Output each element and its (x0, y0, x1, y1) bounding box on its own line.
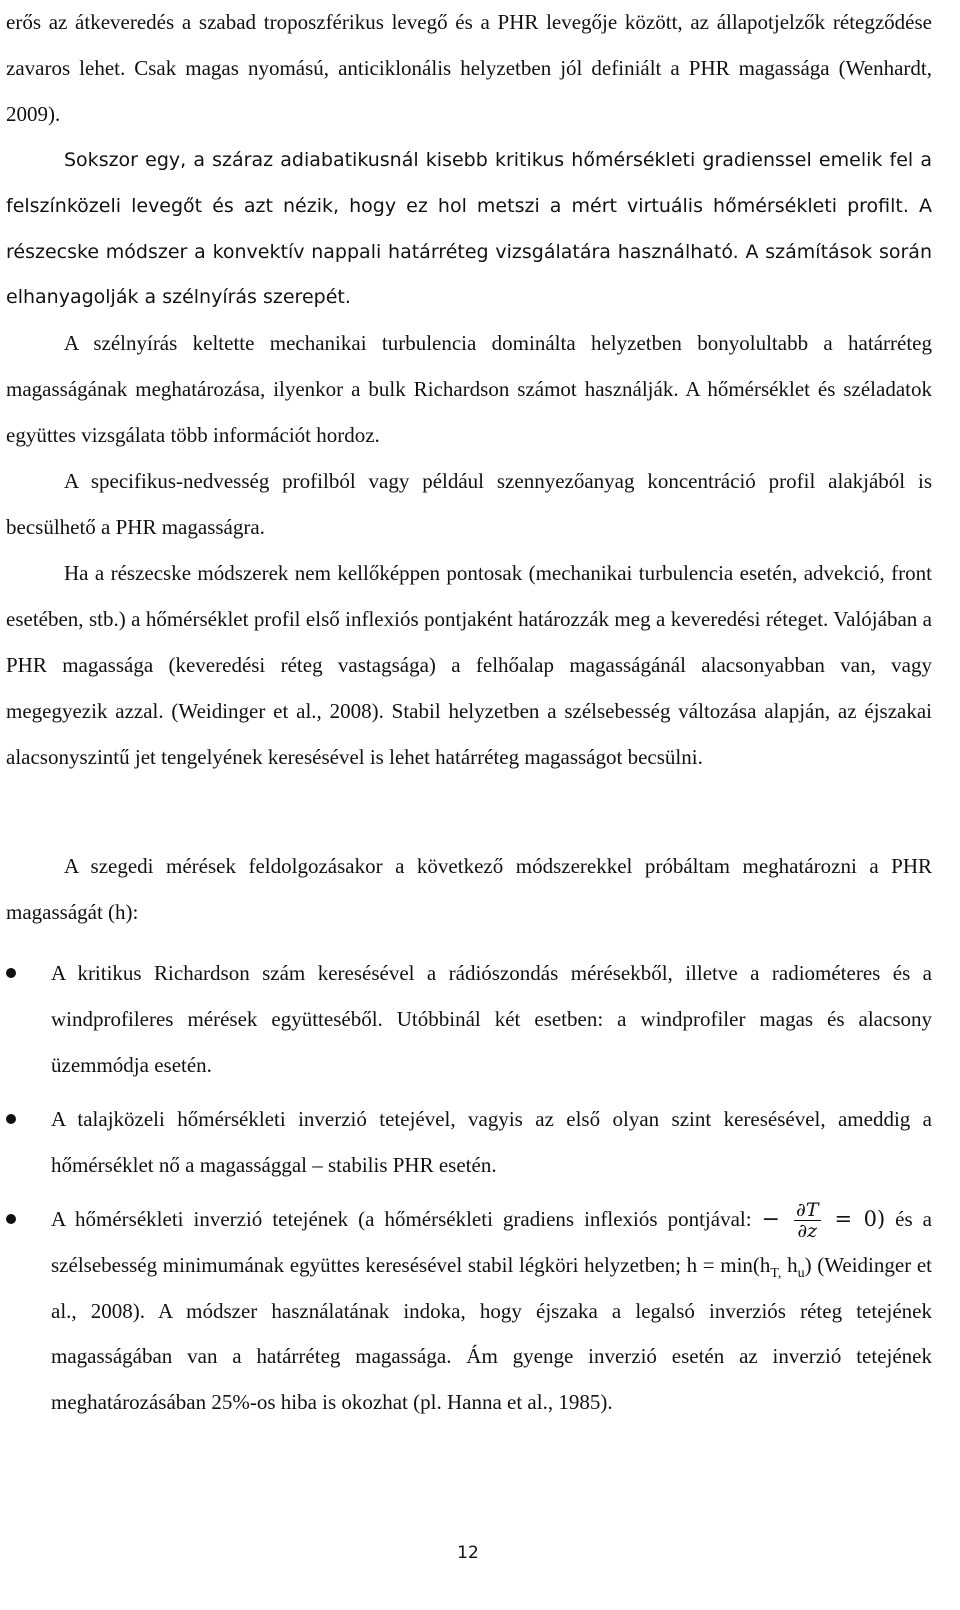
bullet-icon (6, 968, 16, 978)
fraction-denominator: ∂z (797, 1220, 818, 1243)
subscript-u: u (797, 1265, 805, 1281)
paragraph-2: Sokszor egy, a száraz adiabatikusnál kisebb kritikus hőmérsékleti gradienssel emelik fel a felszínközeli levegőt és azt nézik, hogy ez hol metszi a mért virtuális hőmérsékleti profilt. A részecske módszer a konvektív nappali határréteg vizsgálatára használható. A számítások során elhanyagolják a szélnyírás szerepét. (6, 148, 932, 309)
paragraph-3: A szélnyírás keltette mechanikai turbulencia dominálta helyzetben bonyolultabb a határréteg magasságának meghatározása, ilyenkor a bulk Richardson számot használják. A hőmérséklet és széladatok együttes vizsgálata több információt hordoz. (6, 331, 932, 448)
math-equals: = 0) (834, 1206, 886, 1231)
list-item-text: A kritikus Richardson szám keresésével a rádiószondás mérésekből, illetve a radiométeres és a windprofileres mérések együtteséből. Utóbbinál két esetben: a windprofiler magas és alacsony üzemmódja esetén. (51, 961, 932, 1078)
list-item-text: A talajközeli hőmérsékleti inverzió tetejével, vagyis az első olyan szint keresésével, ameddig a hőmérséklet nő a magassággal – stabilis PHR esetén. (51, 1106, 932, 1177)
page-number: 12 (457, 1543, 479, 1563)
spacer (6, 780, 932, 844)
fraction-numerator: ∂T (796, 1198, 819, 1221)
math-expression (761, 1198, 896, 1243)
list-item-text-part4: ) (Weidinger et al., 2008). A módszer használatának indoka, hogy éjszaka a legalsó inverziós réteg tetejének magasságában van a határréteg magassága. Ám gyenge inverzió esetén az inverzió tetejének meghatározásában 25%-os hiba is okozhat (pl. Hanna et al., 1985). (51, 1252, 932, 1415)
bullet-icon (6, 1214, 16, 1224)
list-item-text-part3: h (787, 1252, 798, 1277)
page-content (6, 0, 932, 1426)
list-item (6, 1097, 932, 1189)
list-item-text-part1: A hőmérsékleti inverzió tetejének (a hőmérsékleti gradiens inflexiós pontjával: (51, 1206, 752, 1231)
list-item-text-part2: és a szélsebesség minimumának együttes keresésével stabil légköri helyzetben; h = min(h (51, 1206, 932, 1277)
paragraph-4: A specifikus-nedvesség profilból vagy például szennyezőanyag koncentráció profil alakjából is becsülhető a PHR magasságra. (6, 469, 932, 539)
math-minus: − (761, 1206, 781, 1232)
bullet-icon (6, 1114, 16, 1124)
paragraph-5: Ha a részecske módszerek nem kellőképpen pontosak (mechanikai turbulencia esetén, advekció, front esetében, stb.) a hőmérséklet profil első inflexiós pontjaként határozzák meg a keveredési réteget. Valójában a PHR magassága (keveredési réteg vastagsága) a felhőalap magasságánál alacsonyabban van, vagy megegyezik azzal. (Weidinger et al., 2008). Stabil helyzetben a szélsebesség változása alapján, az éjszakai alacsonyszintű jet tengelyének keresésével is lehet határréteg magasságot becsülni. (6, 560, 932, 769)
paragraph-6: A szegedi mérések feldolgozásakor a következő módszerekkel próbáltam meghatározni a PHR magasságát (h): (6, 854, 932, 925)
method-list (6, 951, 932, 1426)
spacer (6, 936, 932, 951)
partial-derivative-fraction (794, 1200, 821, 1243)
list-item (6, 1197, 932, 1427)
subscript-t: T, (770, 1265, 782, 1281)
list-item (6, 951, 932, 1089)
paragraph-1: erős az átkeveredés a szabad troposzférikus levegő és a PHR levegője között, az állapotjelzők rétegződése zavaros lehet. Csak magas nyomású, anticiklonális helyzetben jól definiált a PHR magassága (Wenhardt, 2009). (6, 10, 932, 126)
